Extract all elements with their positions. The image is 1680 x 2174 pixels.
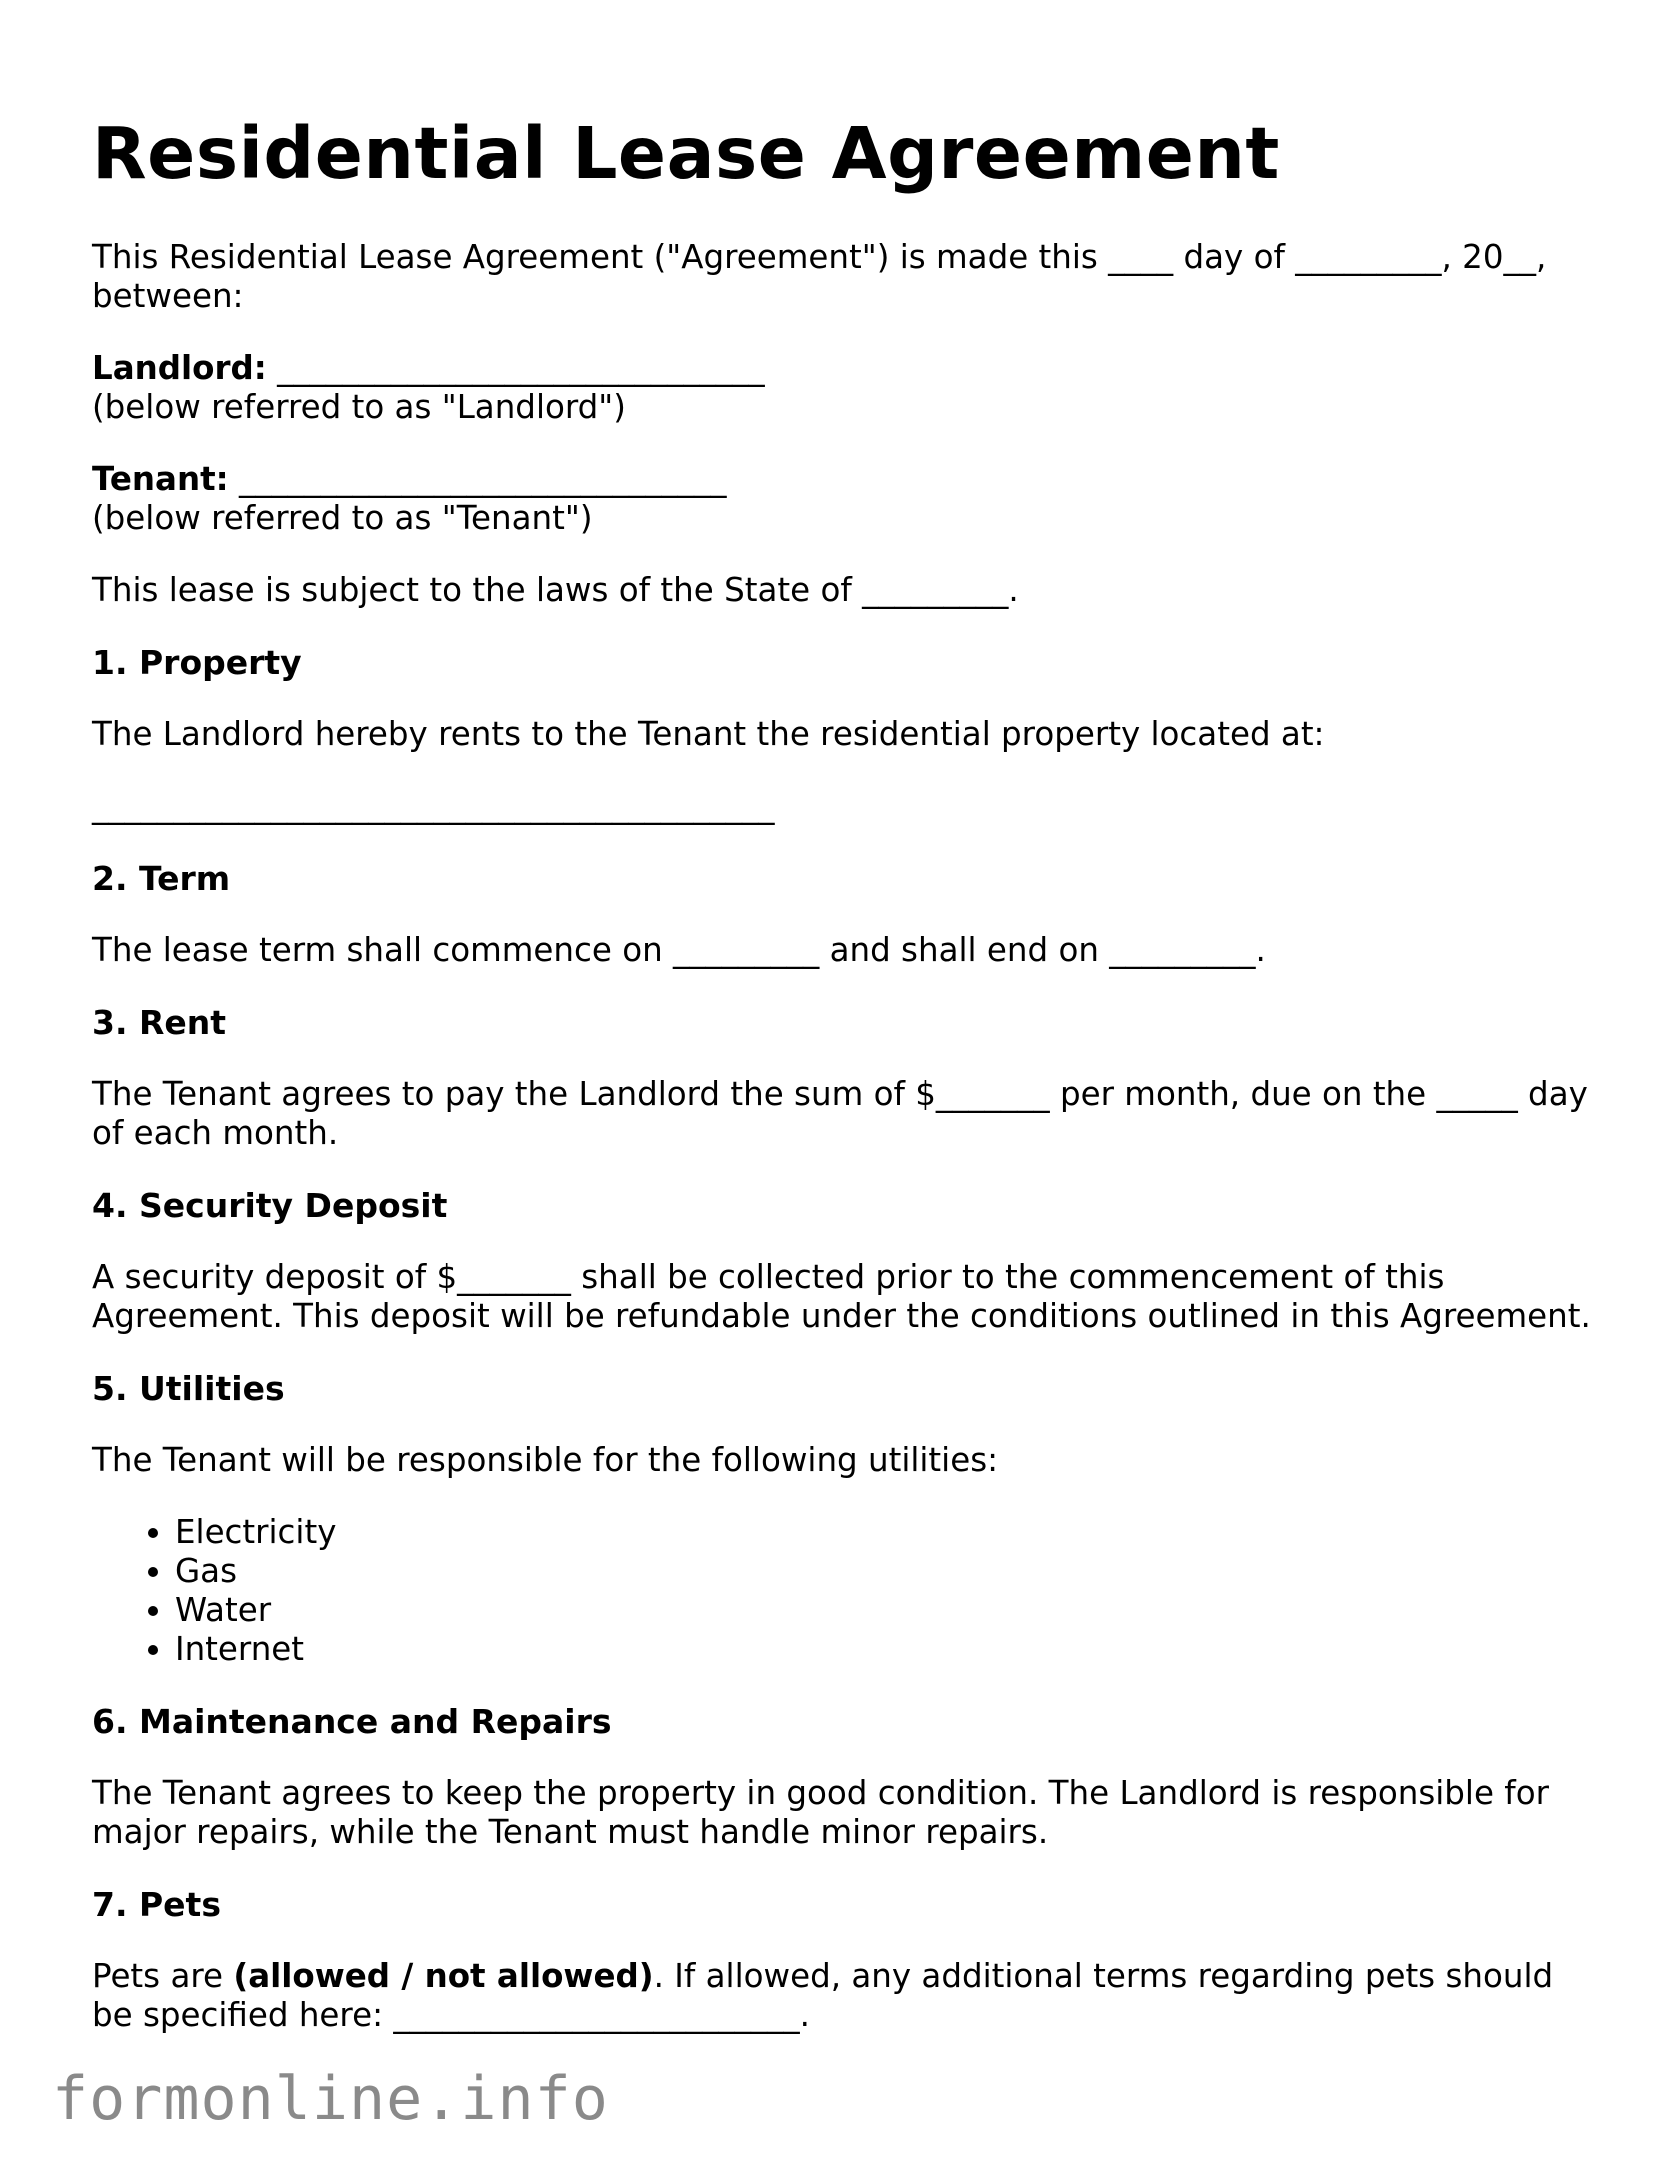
pets-text-before: Pets are: [92, 1957, 234, 1995]
pets-paragraph: [92, 1957, 1592, 2035]
list-item: • Internet: [175, 1630, 1592, 1669]
term-paragraph: The lease term shall commence on _________ and shall end on _________.: [92, 931, 1266, 969]
tenant-label: Tenant:: [92, 460, 229, 498]
landlord-note: (below referred to as "Landlord"): [92, 388, 626, 426]
landlord-block: [92, 349, 1592, 427]
pets-emphasis: (allowed / not allowed): [233, 1957, 654, 1995]
section-heading-maintenance: 6. Maintenance and Repairs: [92, 1702, 612, 1741]
section-heading-rent: 3. Rent: [92, 1003, 227, 1042]
list-item: • Gas: [175, 1552, 1592, 1591]
rent-paragraph: The Tenant agrees to pay the Landlord the sum of $_______ per month, due on the _____ day of each month.: [92, 1075, 1588, 1152]
landlord-name-blank: ______________________________: [266, 349, 765, 387]
document-title: Residential Lease Agreement: [92, 112, 1280, 195]
pets-text-after: . If allowed, any additional terms regarding pets should be specified here: _________________________.: [92, 1957, 1554, 2034]
property-address-blank: __________________________________________: [92, 787, 775, 825]
list-item: • Water: [175, 1591, 1592, 1630]
property-paragraph: The Landlord hereby rents to the Tenant the residential property located at:: [92, 715, 1325, 753]
section-heading-utilities: 5. Utilities: [92, 1369, 285, 1408]
tenant-note: (below referred to as "Tenant"): [92, 499, 593, 537]
governing-law-paragraph: This lease is subject to the laws of the State of _________.: [92, 571, 1019, 609]
section-heading-term: 2. Term: [92, 859, 231, 898]
watermark: formonline.info: [52, 2064, 609, 2134]
lease-document: [92, 110, 1592, 2068]
intro-paragraph: This Residential Lease Agreement ("Agreement") is made this ____ day of _________, 20__, between:: [92, 238, 1547, 315]
deposit-paragraph: A security deposit of $_______ shall be collected prior to the commencement of this Agreement. This deposit will be refundable under the conditions outlined in this Agreement.: [92, 1258, 1591, 1335]
section-heading-property: 1. Property: [92, 643, 302, 682]
tenant-name-blank: ______________________________: [228, 460, 727, 498]
tenant-block: [92, 460, 1592, 538]
section-heading-deposit: 4. Security Deposit: [92, 1186, 448, 1225]
landlord-label: Landlord:: [92, 349, 267, 387]
maintenance-paragraph: The Tenant agrees to keep the property in good condition. The Landlord is responsible for major repairs, while the Tenant must handle minor repairs.: [92, 1774, 1549, 1851]
list-item: • Electricity: [175, 1513, 1592, 1552]
utilities-paragraph: The Tenant will be responsible for the following utilities:: [92, 1441, 999, 1479]
section-heading-pets: 7. Pets: [92, 1885, 221, 1924]
utilities-list: [92, 1513, 1592, 1669]
